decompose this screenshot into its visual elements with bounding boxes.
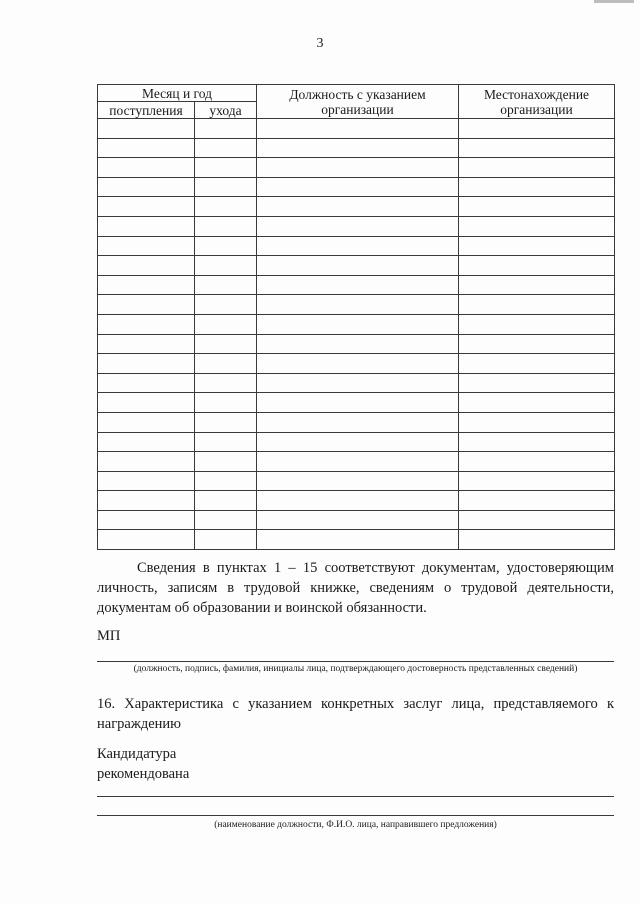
table-cell [98, 530, 195, 550]
proposer-caption: (наименование должности, Ф.И.О. лица, направившего предложения) [214, 820, 497, 830]
header-exit: ухода [195, 102, 257, 119]
table-cell [459, 393, 615, 413]
table-cell [459, 412, 615, 432]
signature-line [97, 661, 614, 662]
table-row [98, 295, 615, 315]
table-cell [257, 334, 459, 354]
header-month-year: Месяц и год [98, 85, 257, 102]
stamp-label: МП [97, 628, 121, 644]
table-cell [98, 471, 195, 491]
table-row [98, 373, 615, 393]
table-cell [195, 119, 257, 139]
table-row [98, 158, 615, 178]
table-cell [459, 177, 615, 197]
table-cell [257, 138, 459, 158]
table-cell [459, 452, 615, 472]
table-cell [195, 354, 257, 374]
table-cell [459, 491, 615, 511]
table-cell [459, 138, 615, 158]
table-row [98, 119, 615, 139]
table-cell [98, 177, 195, 197]
table-row [98, 177, 615, 197]
table-cell [98, 373, 195, 393]
table-row [98, 197, 615, 217]
table-row [98, 334, 615, 354]
table-cell [257, 393, 459, 413]
table-row [98, 354, 615, 374]
header-entry: поступления [98, 102, 195, 119]
table-row [98, 256, 615, 276]
table-row [98, 452, 615, 472]
table-cell [257, 412, 459, 432]
table-cell [98, 452, 195, 472]
table-row [98, 510, 615, 530]
table-cell [98, 295, 195, 315]
scan-artifact [594, 0, 634, 3]
table-row [98, 393, 615, 413]
table-cell [195, 275, 257, 295]
table-cell [195, 295, 257, 315]
signature-caption: (должность, подпись, фамилия, инициалы лица, подтверждающего достоверность представленных сведений) [133, 664, 578, 674]
table-cell [257, 119, 459, 139]
table-cell [195, 197, 257, 217]
table-cell [459, 295, 615, 315]
table-cell [257, 510, 459, 530]
table-cell [195, 158, 257, 178]
table-cell [98, 412, 195, 432]
table-row [98, 236, 615, 256]
table-cell [98, 393, 195, 413]
table-cell [257, 158, 459, 178]
table-cell [98, 432, 195, 452]
table-row [98, 216, 615, 236]
table-cell [257, 530, 459, 550]
table-cell [459, 275, 615, 295]
table-cell [257, 432, 459, 452]
employment-table [97, 84, 615, 550]
table-cell [195, 373, 257, 393]
table-cell [195, 314, 257, 334]
table-cell [195, 138, 257, 158]
table-row [98, 275, 615, 295]
table-cell [195, 256, 257, 276]
table-cell [98, 197, 195, 217]
table-cell [459, 373, 615, 393]
table-row [98, 138, 615, 158]
table-cell [195, 216, 257, 236]
table-cell [195, 530, 257, 550]
table-row [98, 471, 615, 491]
employment-table-wrapper [97, 84, 615, 550]
table-cell [195, 393, 257, 413]
table-cell [257, 256, 459, 276]
proposer-line-1 [97, 796, 614, 797]
table-cell [98, 138, 195, 158]
candidacy-line-2: рекомендована [97, 766, 190, 782]
table-cell [459, 471, 615, 491]
table-cell [257, 314, 459, 334]
table-row [98, 314, 615, 334]
table-cell [257, 471, 459, 491]
table-row [98, 412, 615, 432]
table-cell [98, 236, 195, 256]
candidacy-line-1: Кандидатура [97, 746, 177, 762]
table-body [98, 119, 615, 550]
table-cell [98, 256, 195, 276]
table-cell [98, 334, 195, 354]
table-cell [98, 314, 195, 334]
table-cell [195, 510, 257, 530]
table-cell [195, 412, 257, 432]
table-cell [459, 197, 615, 217]
header-position: Должность с указанием организации [257, 85, 459, 119]
table-cell [195, 236, 257, 256]
table-cell [459, 256, 615, 276]
table-cell [98, 354, 195, 374]
table-cell [195, 432, 257, 452]
certification-text: Сведения в пунктах 1 – 15 соответствуют документам, удостоверяющим личность, записям в трудовой книжке, сведениям о трудовой деятельности, документам об образовании и воинской обязанности. [97, 560, 614, 616]
table-cell [195, 452, 257, 472]
header-location: Местонахождение организации [459, 85, 615, 119]
table-cell [459, 236, 615, 256]
table-cell [459, 158, 615, 178]
table-cell [257, 236, 459, 256]
table-cell [459, 354, 615, 374]
table-cell [98, 275, 195, 295]
table-row [98, 530, 615, 550]
table-cell [257, 177, 459, 197]
table-cell [459, 216, 615, 236]
table-cell [459, 314, 615, 334]
table-cell [257, 216, 459, 236]
table-cell [257, 373, 459, 393]
item-16-text: 16. Характеристика с указанием конкретных заслуг лица, представляемого к награждению [97, 696, 614, 732]
table-row [98, 432, 615, 452]
table-cell [257, 275, 459, 295]
table-cell [195, 471, 257, 491]
table-cell [459, 432, 615, 452]
table-cell [98, 119, 195, 139]
table-row [98, 491, 615, 511]
proposer-line-2 [97, 815, 614, 816]
candidacy-block [97, 744, 189, 784]
table-cell [98, 510, 195, 530]
table-cell [257, 295, 459, 315]
table-cell [98, 491, 195, 511]
table-cell [257, 452, 459, 472]
table-cell [257, 354, 459, 374]
table-cell [195, 177, 257, 197]
table-cell [257, 491, 459, 511]
page-number: 3 [316, 36, 324, 51]
table-cell [98, 158, 195, 178]
table-cell [195, 334, 257, 354]
table-cell [195, 491, 257, 511]
table-cell [98, 216, 195, 236]
table-cell [459, 119, 615, 139]
table-cell [459, 530, 615, 550]
table-cell [459, 510, 615, 530]
table-cell [459, 334, 615, 354]
table-cell [257, 197, 459, 217]
